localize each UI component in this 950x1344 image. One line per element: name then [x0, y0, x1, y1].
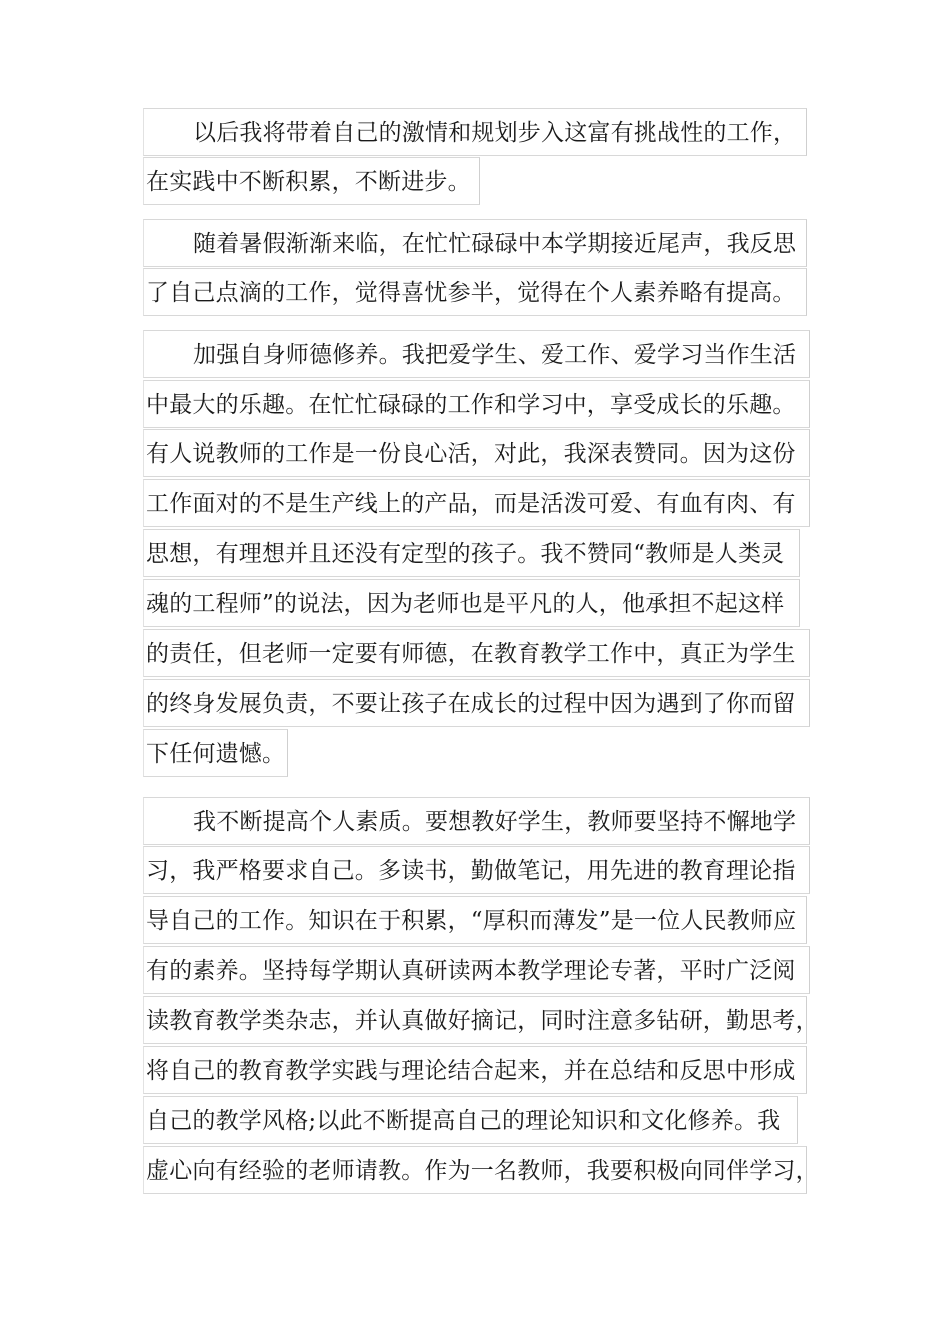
- paragraph-4-line-4: 有的素养。坚持每学期认真研读两本教学理论专著，平时广泛阅: [143, 946, 810, 994]
- paragraph-3-line-9: 下任何遗憾。: [143, 729, 288, 777]
- paragraph-1-line-2: 在实践中不断积累，不断进步。: [143, 157, 480, 205]
- paragraph-4-line-5: 读教育教学类杂志，并认真做好摘记，同时注意多钻研，勤思考，: [143, 996, 807, 1044]
- paragraph-3-line-1: 加强自身师德修养。我把爱学生、爱工作、爱学习当作生活: [143, 330, 810, 378]
- paragraph-4-line-7: 自己的教学风格;以此不断提高自己的理论知识和文化修养。我: [143, 1096, 798, 1144]
- paragraph-4-line-1: 我不断提高个人素质。要想教好学生，教师要坚持不懈地学: [143, 797, 810, 845]
- paragraph-3-line-3: 有人说教师的工作是一份良心活，对此，我深表赞同。因为这份: [143, 429, 810, 477]
- paragraph-3-line-7: 的责任，但老师一定要有师德，在教育教学工作中，真正为学生: [143, 629, 810, 677]
- paragraph-2-line-2: 了自己点滴的工作，觉得喜忧参半，觉得在个人素养略有提高。: [143, 268, 807, 316]
- paragraph-3-line-2: 中最大的乐趣。在忙忙碌碌的工作和学习中，享受成长的乐趣。: [143, 380, 810, 428]
- paragraph-3-line-6: 魂的工程师”的说法，因为老师也是平凡的人，他承担不起这样: [143, 579, 800, 627]
- paragraph-4-line-2: 习，我严格要求自己。多读书，勤做笔记，用先进的教育理论指: [143, 846, 810, 894]
- paragraph-1-line-1: 以后我将带着自己的激情和规划步入这富有挑战性的工作，: [143, 108, 807, 156]
- paragraph-2-line-1: 随着暑假渐渐来临，在忙忙碌碌中本学期接近尾声，我反思: [143, 219, 807, 267]
- paragraph-3-line-8: 的终身发展负责，不要让孩子在成长的过程中因为遇到了你而留: [143, 679, 810, 727]
- paragraph-4-line-8: 虚心向有经验的老师请教。作为一名教师，我要积极向同伴学习，: [143, 1146, 807, 1194]
- paragraph-3-line-5: 思想，有理想并且还没有定型的孩子。我不赞同“教师是人类灵: [143, 529, 800, 577]
- paragraph-3-line-4: 工作面对的不是生产线上的产品，而是活泼可爱、有血有肉、有: [143, 479, 810, 527]
- paragraph-4-line-3: 导自己的工作。知识在于积累，“厚积而薄发”是一位人民教师应: [143, 896, 807, 944]
- paragraph-4-line-6: 将自己的教育教学实践与理论结合起来，并在总结和反思中形成: [143, 1046, 807, 1094]
